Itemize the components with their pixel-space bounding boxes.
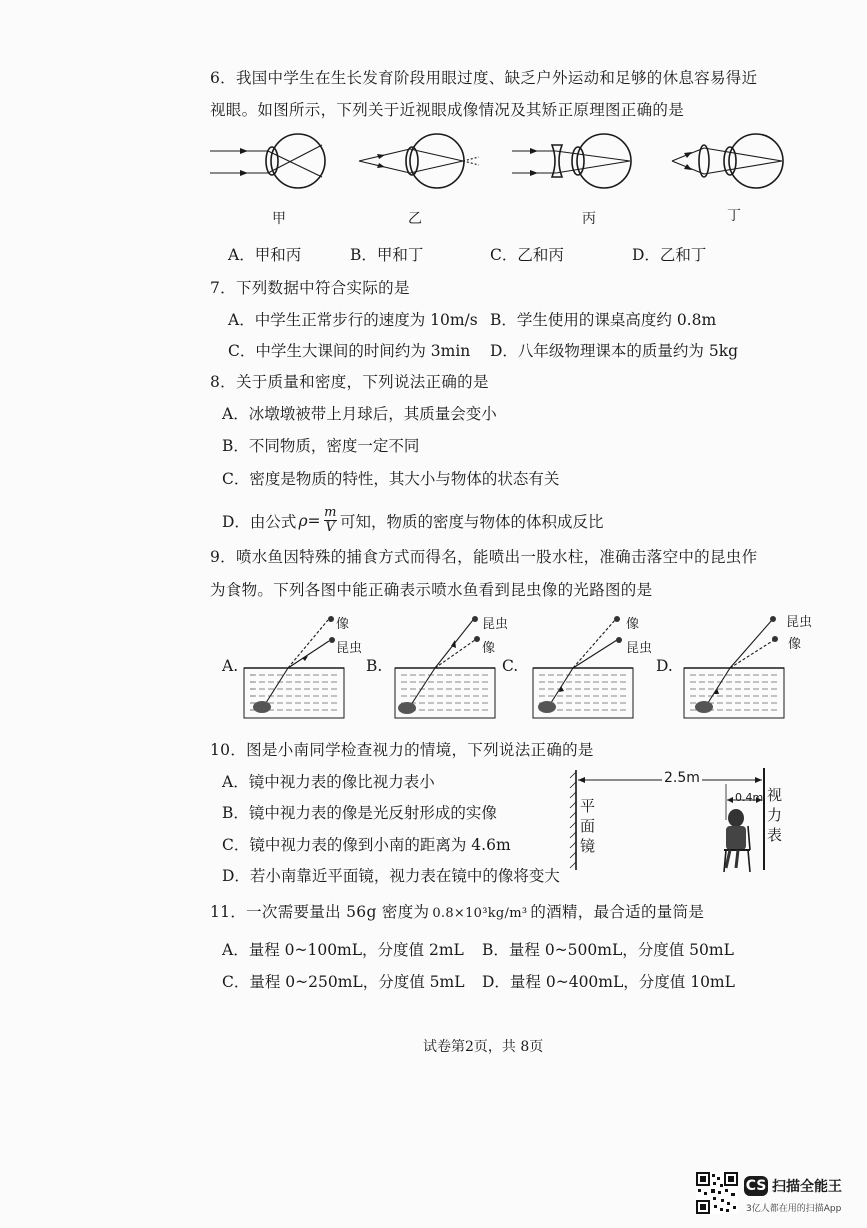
q7-option-d[interactable]: D．八年级物理课本的质量约为 5kg	[490, 342, 739, 360]
q11-option-a[interactable]: A．量程 0~100mL，分度值 2mL	[222, 941, 464, 959]
q10-chart-char-1: 视	[767, 786, 783, 804]
q10-option-a[interactable]: A．镜中视力表的像比视力表小	[222, 773, 435, 791]
q9-panel-b-bottom-label: 像	[482, 641, 496, 656]
q8-formula-den: V	[325, 520, 335, 535]
q9-panel-d-letter[interactable]: D.	[656, 657, 673, 675]
q8-formula-rho: ρ=	[298, 511, 321, 530]
q6-stem-line1: 6．我国中学生在生长发育阶段用眼过度、缺乏户外运动和足够的休息容易得近	[210, 69, 758, 87]
q10-chart-label	[767, 785, 782, 845]
q7-option-a[interactable]: A．中学生正常步行的速度为 10m/s	[228, 311, 478, 329]
eye-diagram-yi	[355, 132, 485, 192]
watermark-name: 扫描全能王	[772, 1179, 842, 1195]
q10-option-b[interactable]: B．镜中视力表的像是光反射形成的实像	[222, 804, 497, 822]
q9-panel-d-bottom-label: 像	[788, 637, 802, 652]
label-ding: 丁	[727, 208, 741, 224]
q11-stem	[210, 900, 704, 922]
q9-panel-c-letter[interactable]: C.	[502, 657, 519, 675]
q9-panel-a-top-label: 像	[336, 617, 350, 632]
q10-option-c[interactable]: C．镜中视力表的像到小南的距离为 4.6m	[222, 836, 511, 854]
q11-option-b[interactable]: B．量程 0~500mL，分度值 50mL	[482, 941, 734, 959]
q9-panel-b-top-label: 昆虫	[482, 617, 509, 632]
page-footer: 试卷第2页，共 8页	[423, 1039, 544, 1055]
q6-option-a[interactable]: A．甲和丙	[228, 246, 302, 264]
q10-mirror-char-2: 面	[580, 817, 596, 835]
q11-stem-pre: 11．一次需要量出 56g 密度为	[210, 903, 430, 921]
q10-mirror-label	[580, 796, 595, 856]
q9-panel-c-diagram	[531, 610, 641, 720]
q9-panel-c-bottom-label: 昆虫	[626, 641, 653, 656]
q9-panel-a-letter[interactable]: A.	[222, 657, 239, 675]
q9-stem-line1: 9．喷水鱼因特殊的捕食方式而得名，能喷出一股水柱，准确击落空中的昆虫作	[210, 548, 758, 566]
watermark-sub: 3亿人都在用的扫描App	[746, 1204, 842, 1214]
q9-panel-a-bottom-label: 昆虫	[336, 641, 363, 656]
label-jia: 甲	[272, 211, 286, 227]
q9-panel-d-diagram	[682, 610, 792, 720]
q8-option-a[interactable]: A．冰墩墩被带上月球后，其质量会变小	[222, 405, 497, 423]
eye-diagram-bing	[512, 132, 637, 192]
q8-option-c[interactable]: C．密度是物质的特性，其大小与物体的状态有关	[222, 470, 560, 488]
q10-mirror-char-3: 镜	[580, 837, 596, 855]
q7-option-c[interactable]: C．中学生大课间的时间约为 3min	[228, 342, 471, 360]
q11-option-c[interactable]: C．量程 0~250mL，分度值 5mL	[222, 973, 465, 991]
q6-option-c[interactable]: C．乙和丙	[490, 246, 564, 264]
q8-option-b[interactable]: B．不同物质，密度一定不同	[222, 437, 420, 455]
q8-option-d-post: 可知，物质的密度与物体的体积成反比	[339, 512, 604, 531]
q10-chart-char-3: 表	[767, 826, 783, 844]
q8-option-d[interactable]	[222, 506, 603, 535]
q6-option-d[interactable]: D．乙和丁	[632, 246, 707, 264]
q8-formula-fraction	[324, 506, 337, 535]
q11-stem-post: 的酒精，最合适的量筒是	[530, 903, 705, 921]
q11-option-d[interactable]: D．量程 0~400mL，分度值 10mL	[482, 973, 735, 991]
q8-stem: 8．关于质量和密度，下列说法正确的是	[210, 373, 489, 391]
q10-option-d[interactable]: D．若小南靠近平面镜，视力表在镜中的像将变大	[222, 867, 560, 885]
camscanner-logo: CS	[745, 1178, 767, 1194]
q8-formula-num: m	[324, 505, 337, 520]
q6-option-b[interactable]: B．甲和丁	[350, 246, 424, 264]
q9-panel-d-top-label: 昆虫	[786, 615, 813, 630]
q6-stem-line2: 视眼。如图所示，下列关于近视眼成像情况及其矫正原理图正确的是	[210, 101, 685, 119]
q7-option-b[interactable]: B．学生使用的课桌高度约 0.8m	[490, 311, 717, 329]
q9-stem-line2: 为食物。下列各图中能正确表示喷水鱼看到昆虫像的光路图的是	[210, 581, 653, 599]
q10-chart-char-2: 力	[767, 806, 783, 824]
q10-distance-long: 2.5m	[664, 770, 700, 786]
q9-panel-b-letter[interactable]: B.	[366, 657, 383, 675]
q9-panel-c-top-label: 像	[626, 617, 640, 632]
q10-stem: 10．图是小南同学检查视力的情境，下列说法正确的是	[210, 741, 594, 759]
eye-diagram-ding	[668, 132, 793, 192]
q10-distance-short: 0.4m	[735, 791, 764, 804]
label-bing: 丙	[582, 211, 596, 227]
eye-diagram-jia	[210, 132, 330, 192]
q8-option-d-pre: D．由公式	[222, 512, 297, 531]
qr-code-icon	[696, 1172, 738, 1214]
q10-mirror-char-1: 平	[580, 797, 596, 815]
label-yi: 乙	[408, 211, 422, 227]
q11-stem-density: 0.8×10³kg/m³	[432, 906, 528, 921]
q7-stem: 7．下列数据中符合实际的是	[210, 279, 410, 297]
